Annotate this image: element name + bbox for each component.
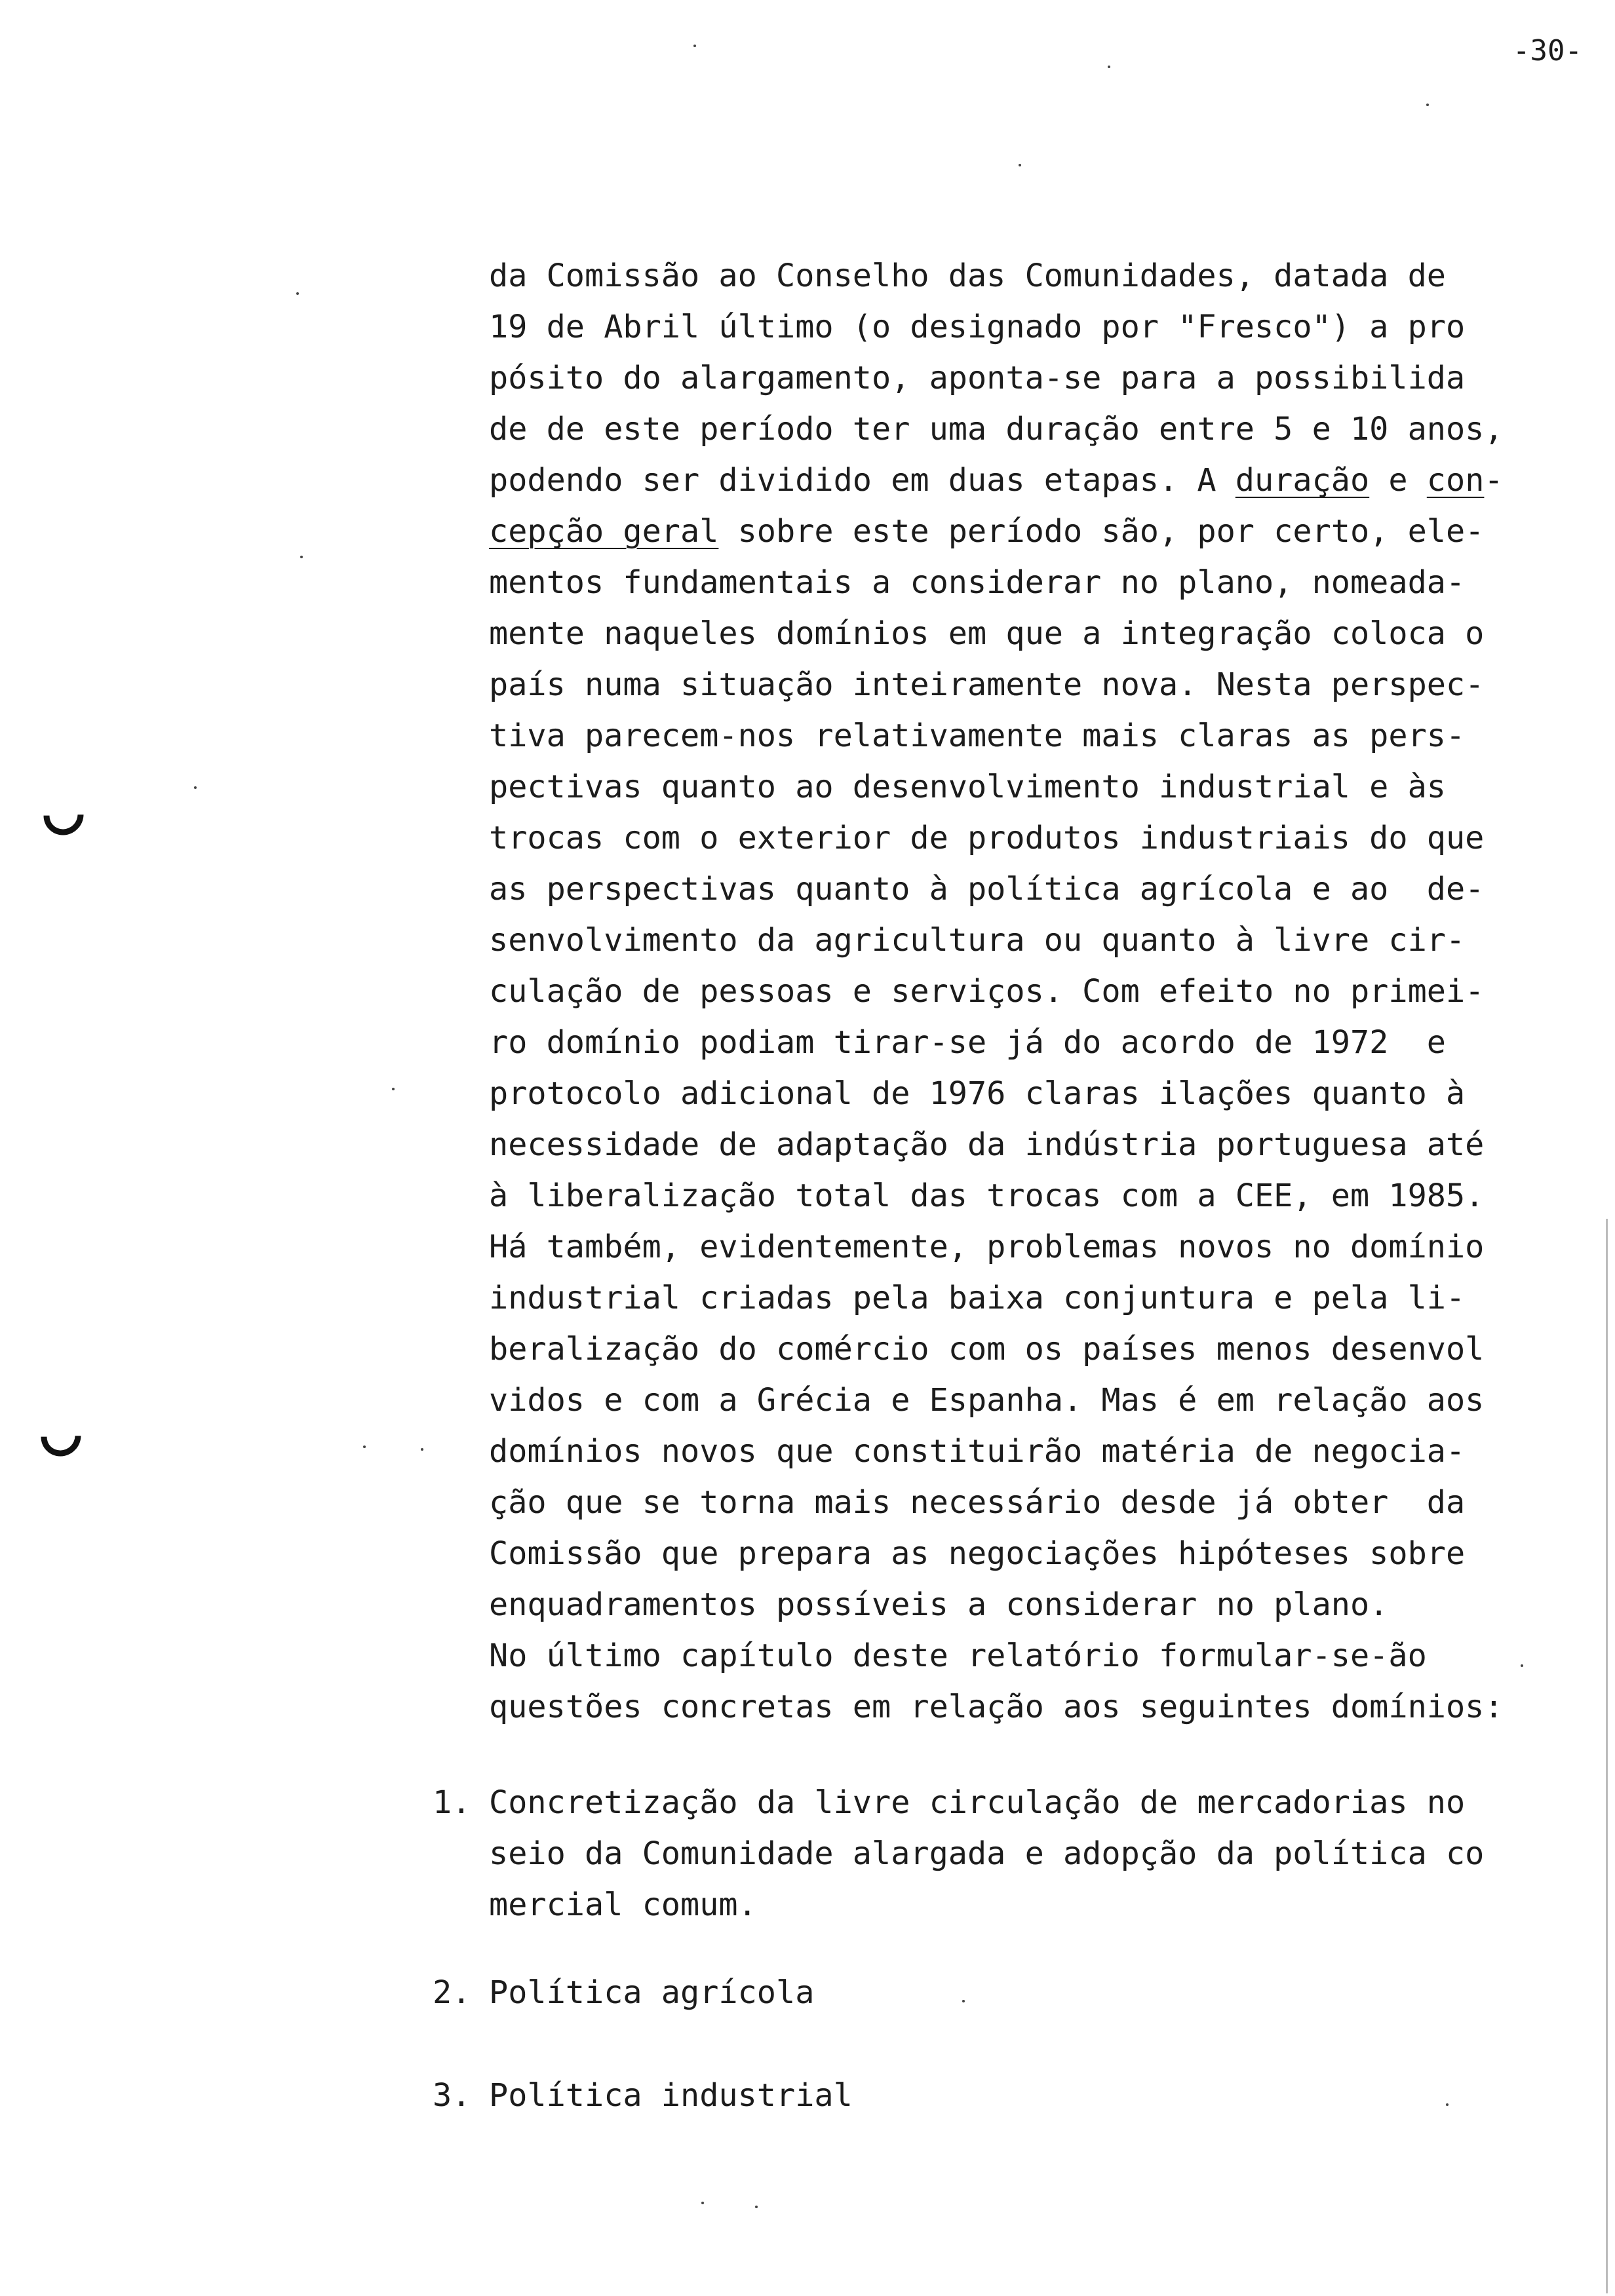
underlined-term: cepção geral [489,513,719,550]
paragraph-line: culação de pessoas e serviços. Com efeito no primei- [489,973,1485,1010]
paragraph-line: as perspectivas quanto à política agrícola e ao de- [489,871,1485,908]
paragraph-line: Comissão que prepara as negociações hipóteses sobre [489,1535,1466,1572]
paragraph-line: pósito do alargamento, aponta-se para a possibilida [489,360,1466,396]
scan-speck [755,2206,758,2208]
list-item-number: 3. [433,2077,471,2114]
list-item-line: mercial comum. [489,1886,757,1923]
paragraph-line: país numa situação inteiramente nova. Nesta perspec- [489,666,1485,703]
punch-hole-mark [35,787,92,843]
list-item-number: 2. [433,1974,471,2011]
paragraph-line: vidos e com a Grécia e Espanha. Mas é em relação aos [489,1382,1485,1419]
domains-list [433,1777,1573,2121]
list-item [433,2070,1573,2121]
paragraph-line: mente naqueles domínios em que a integração coloca o [489,615,1485,652]
paragraph-line: pectivas quanto ao desenvolvimento industrial e às [489,769,1446,805]
paragraph-line: ção que se torna mais necessário desde já obter da [489,1484,1466,1521]
scan-speck [1426,104,1429,106]
scan-speck [1019,164,1021,166]
list-item-line: Concretização da livre circulação de mercadorias no [489,1784,1466,1821]
body-paragraph [489,250,1564,1732]
paragraph-line: questões concretas em relação aos seguintes domínios: [489,1689,1504,1725]
paragraph-line: ro domínio podiam tirar-se já do acordo de 1972 e [489,1024,1446,1061]
list-item [433,1967,1573,2018]
list-item-line: seio da Comunidade alargada e adopção da política co [489,1835,1485,1872]
scan-edge-mark [1606,1219,1608,2293]
paragraph-line: de de este período ter uma duração entre 5 e 10 anos, [489,411,1504,448]
scan-speck [1108,66,1110,68]
paragraph-line: industrial criadas pela baixa conjuntura e pela li- [489,1280,1466,1316]
paragraph-line: necessidade de adaptação da indústria portuguesa até [489,1126,1485,1163]
list-item-line: Política industrial [489,2077,853,2114]
paragraph-line: trocas com o exterior de produtos industriais do que [489,820,1485,856]
line-text: e [1369,462,1427,499]
paragraph-line: da Comissão ao Conselho das Comunidades, datada de [489,258,1446,294]
list-item-text [489,1777,1573,1930]
scan-speck [421,1448,423,1451]
scan-speck [392,1088,395,1090]
paragraph-line: No último capítulo deste relatório formular-se-ão [489,1637,1427,1674]
scan-speck [693,45,696,47]
paragraph-line [489,455,1564,506]
paragraph-line [489,506,1564,557]
paragraph-line: senvolvimento da agricultura ou quanto à livre cir- [489,922,1466,959]
list-item [433,1777,1573,1930]
scan-speck [296,292,299,295]
paragraph-line: enquadramentos possíveis a considerar no plano. [489,1586,1389,1623]
underlined-term: con [1426,462,1485,499]
paragraph-line: beralização do comércio com os países menos desenvol [489,1331,1485,1368]
list-item-line: Política agrícola [489,1974,815,2011]
paragraph-line: 19 de Abril último (o designado por "Fresco") a pro [489,309,1466,345]
page-number: -30- [1513,34,1582,67]
list-item-text [489,1967,1573,2018]
scan-speck [701,2202,704,2204]
paragraph-line: protocolo adicional de 1976 claras ilações quanto à [489,1075,1466,1112]
underlined-term: duração [1235,462,1370,499]
paragraph-line: tiva parecem-nos relativamente mais claras as pers- [489,718,1466,754]
line-text: podendo ser dividido em duas etapas. A [489,462,1236,499]
line-text: - [1484,462,1504,499]
scan-speck [194,786,197,789]
scan-speck [300,556,303,558]
punch-hole-mark [33,1408,89,1464]
list-item-number: 1. [433,1784,471,1821]
paragraph-line: domínios novos que constituirão matéria de negocia- [489,1433,1466,1470]
line-text: sobre este período são, por certo, ele- [718,513,1485,550]
paragraph-line: mentos fundamentais a considerar no plano, nomeada- [489,564,1466,601]
scan-speck [363,1445,366,1448]
list-item-text [489,2070,1573,2121]
paragraph-line: Há também, evidentemente, problemas novos no domínio [489,1229,1485,1265]
paragraph-line: à liberalização total das trocas com a CEE, em 1985. [489,1177,1485,1214]
